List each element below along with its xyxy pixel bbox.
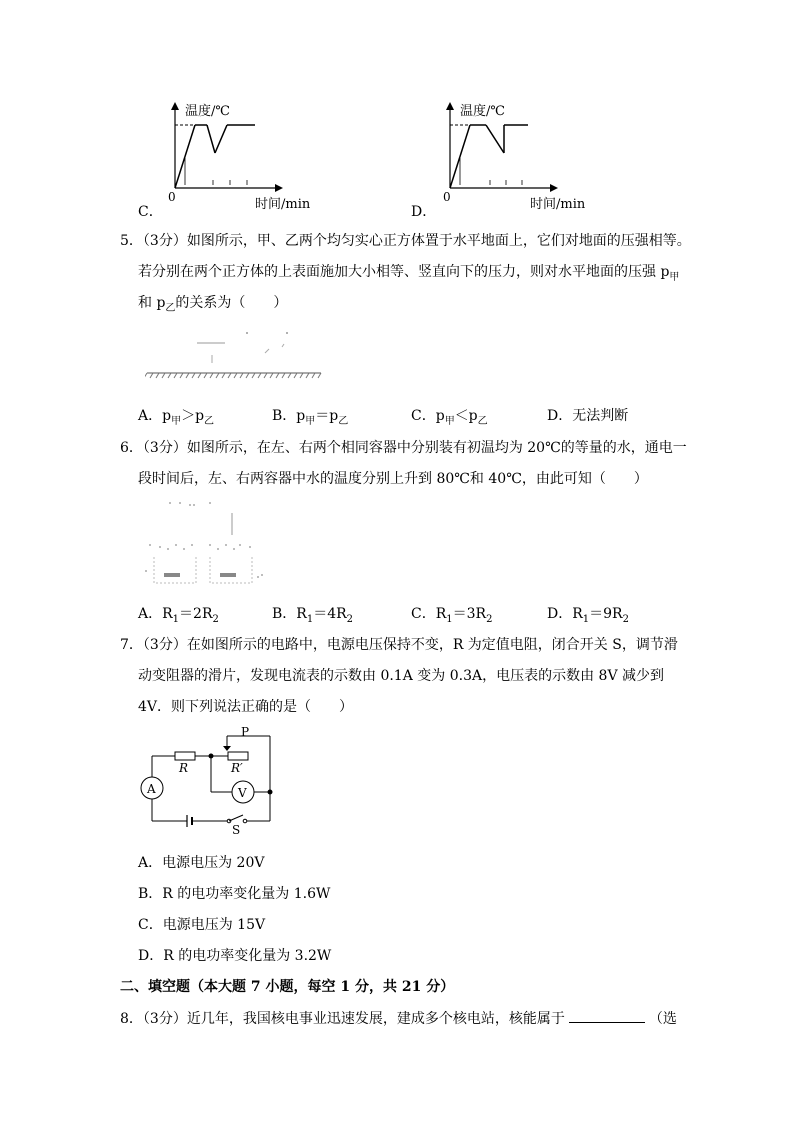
q7-circuit-diagram: [135, 726, 285, 836]
origin-label: 0: [168, 190, 176, 204]
q5-option-c[interactable]: C．$p_甲<p_乙$: [411, 408, 488, 427]
q5-option-a[interactable]: A．$p_甲>p_乙$: [138, 408, 215, 427]
switch-label: S: [232, 823, 241, 836]
curve-drop: [486, 125, 504, 153]
voltmeter-label: V: [238, 786, 247, 800]
slider-label: P: [241, 726, 250, 739]
q5-figure-cubes: [145, 325, 325, 383]
q7-option-c[interactable]: C．电源电压为 15V: [138, 917, 266, 933]
q7-line-2: 动变阻器的滑片，发现电流表的示数由 0.1A 变为 0.3A，电压表的示数由 8V 减少到: [138, 668, 665, 684]
graph-c: [165, 98, 335, 218]
resistor-r-label: R: [179, 761, 189, 775]
right-resistor: [220, 573, 236, 577]
graph-d: [440, 98, 610, 218]
figure-speck: [246, 332, 248, 334]
q6-line-1: 6．（3分）如图所示，在左、右两个相同容器中分别装有初温均为 20℃的等量的水，通电一: [120, 440, 687, 456]
figure-speck: [286, 332, 288, 334]
q8-answer-blank[interactable]: [569, 1010, 645, 1023]
q7-line-1: 7．（3分）在如图所示的电路中，电源电压保持不变，R 为定值电阻，闭合开关 S，调节滑: [120, 637, 678, 653]
option-d-label: D．: [411, 204, 437, 220]
y-axis-label: 温度/℃: [185, 104, 230, 119]
rheostat-label: R′: [231, 761, 243, 775]
junction-node: [268, 790, 273, 795]
q6-figure-containers: [140, 495, 270, 590]
q5-line-2: 若分别在两个正方体的上表面施加大小相等、竖直向下的压力，则对水平地面的压强 $p_甲$: [138, 264, 680, 283]
figure-specks: [145, 502, 263, 578]
curve-recover: [215, 125, 227, 153]
q6-option-a[interactable]: A．$R_1=2R_2$: [138, 606, 219, 625]
q7-option-b[interactable]: B．R 的电功率变化量为 1.6W: [138, 886, 331, 902]
origin-label: 0: [443, 190, 451, 204]
x-axis-arrow: [550, 184, 558, 192]
q6-option-b[interactable]: B．$R_1=4R_2$: [272, 606, 354, 625]
q5-option-d[interactable]: D．无法判断: [547, 408, 629, 424]
curve-drop: [207, 125, 215, 153]
y-axis-arrow: [171, 102, 179, 110]
left-resistor: [164, 573, 180, 577]
x-axis-label: 时间/min: [530, 197, 586, 212]
switch-contact: [243, 819, 247, 823]
section-2-heading: 二、填空题（本大题 7 小题，每空 1 分，共 21 分）: [120, 979, 455, 995]
right-container: [210, 557, 252, 583]
q5-option-b[interactable]: B．$p_甲=p_乙$: [272, 408, 349, 427]
resistor-r: [175, 752, 195, 760]
q5-line-1: 5．（3分）如图所示，甲、乙两个均匀实心正方体置于水平地面上，它们对地面的压强相等。: [120, 233, 691, 249]
q6-option-c[interactable]: C．$R_1=3R_2$: [411, 606, 493, 625]
ammeter-label: A: [147, 782, 156, 796]
q5-line-3: 和 $p_乙$的关系为（ ）: [138, 295, 288, 314]
q8-line-1: 8．（3分）近几年，我国核电事业迅速发展，建成多个核电站，核能属于 （选: [120, 1011, 677, 1027]
q6-option-d[interactable]: D．$R_1=9R_2$: [547, 606, 629, 625]
option-c-label: C．: [138, 204, 163, 220]
x-axis-label: 时间/min: [255, 197, 311, 212]
y-axis-label: 温度/℃: [460, 104, 505, 119]
q7-option-d[interactable]: D．R 的电功率变化量为 3.2W: [138, 948, 332, 964]
rheostat-rp: [228, 752, 248, 760]
x-axis-arrow: [275, 184, 283, 192]
ground-hatch: [145, 373, 321, 378]
q7-line-3: 4V．则下列说法正确的是（ ）: [138, 699, 354, 715]
slider-arrow: [223, 746, 231, 751]
switch-blade: [229, 815, 243, 821]
cube-yi-edge: [265, 349, 269, 353]
cube-yi-edge: [282, 344, 284, 347]
y-axis-arrow: [446, 102, 454, 110]
left-container: [154, 557, 196, 583]
q7-option-a[interactable]: A．电源电压为 20V: [138, 855, 265, 871]
q6-line-2: 段时间后，左、右两容器中水的温度分别上升到 80℃和 40℃，由此可知（ ）: [138, 471, 648, 487]
